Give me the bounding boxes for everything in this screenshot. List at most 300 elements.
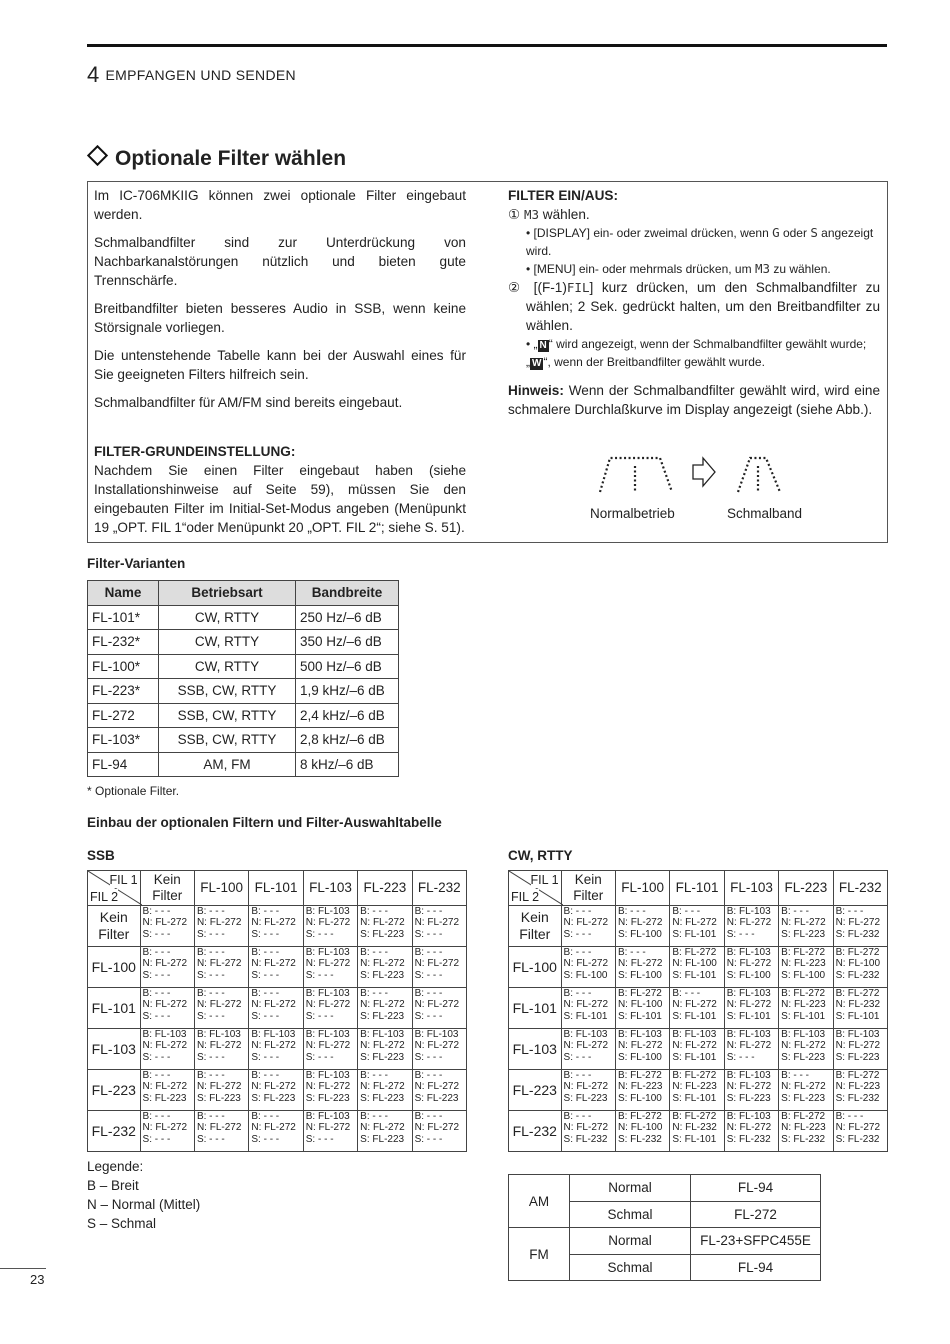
bullet-text: „ bbox=[526, 355, 530, 369]
cell-line: S: - - - bbox=[196, 1010, 225, 1022]
cell-line: S: FL-223 bbox=[726, 1092, 771, 1104]
cell-line: B: - - - bbox=[672, 988, 701, 999]
header-row bbox=[88, 871, 467, 906]
cell-line: S: FL-101 bbox=[617, 1010, 662, 1022]
cell-name: FL-272 bbox=[88, 703, 159, 728]
cell-line: S: - - - bbox=[305, 1133, 334, 1145]
selection-cell bbox=[670, 906, 724, 947]
grund-text: Nachdem Sie einen Filter eingebaut haben (siehe Installationshinweise auf Seite 59), müssen Sie den eingebauten Filter im Initial-Set-Modus angeben (Menüpunkt 19 „OPT. FIL 1“oder Menüpunkt 20 „OPT. FIL 2“; siehe S. 51). bbox=[94, 463, 466, 535]
cell-line: N: FL-272 bbox=[196, 1040, 242, 1052]
row-header: FL-101 bbox=[509, 988, 562, 1029]
cell-line: S: - - - bbox=[142, 1010, 171, 1022]
col-header: FL-103 bbox=[303, 871, 357, 906]
cell-line: N: FL-272 bbox=[251, 999, 296, 1011]
cell-line: N: FL-272 bbox=[563, 1122, 609, 1134]
filter-variants-table bbox=[87, 580, 399, 777]
cell-line: S: FL-223 bbox=[835, 1051, 880, 1063]
cell-line: B: - - - bbox=[360, 906, 388, 917]
selection-cell bbox=[303, 906, 357, 947]
cell-line: S: FL-223 bbox=[196, 1092, 241, 1104]
cell-line: B: - - - bbox=[414, 1111, 443, 1122]
cell-line: N: FL-272 bbox=[251, 917, 296, 929]
cell-line: B: FL-103 bbox=[196, 1029, 241, 1040]
cell-line: N: FL-272 bbox=[726, 1040, 772, 1052]
table-row bbox=[509, 1175, 821, 1202]
table-row bbox=[88, 654, 399, 679]
selection-cell bbox=[358, 1111, 412, 1152]
cw-title: CW, RTTY bbox=[508, 848, 573, 863]
cell-line: B: - - - bbox=[142, 1070, 171, 1081]
cell-line: S: - - - bbox=[251, 1051, 280, 1063]
cell-line: N: FL-272 bbox=[563, 999, 609, 1011]
legend-item: B – Breit bbox=[87, 1178, 139, 1193]
selection-cell bbox=[194, 1070, 248, 1111]
selection-cell bbox=[779, 1070, 833, 1111]
wide-indicator-icon: W bbox=[532, 358, 542, 369]
cell-line: N: FL-272 bbox=[142, 958, 188, 970]
cell-line: B: - - - bbox=[360, 1111, 388, 1122]
selection-cell bbox=[615, 906, 669, 947]
cell-line: S: FL-100 bbox=[617, 928, 662, 940]
lcd-text: S bbox=[810, 225, 818, 240]
cell-line: S: FL-223 bbox=[305, 1092, 350, 1104]
step-text: ] kurz drücken, um den Schmalbandfilter zu wählen; 2 Sek. gedrückt halten, um den Breitbandfilter zu wählen. bbox=[526, 280, 880, 333]
cell-line: B: FL-272 bbox=[672, 1111, 717, 1122]
selection-cell bbox=[615, 988, 669, 1029]
row-header: Kein Filter bbox=[509, 906, 562, 947]
cell-line: N: FL-272 bbox=[726, 1081, 772, 1093]
mode-am: AM bbox=[509, 1175, 570, 1228]
cell-type: Normal bbox=[570, 1175, 691, 1202]
table-row bbox=[509, 906, 888, 947]
cell-line: N: FL-272 bbox=[617, 917, 663, 929]
cell-line: B: FL-103 bbox=[305, 906, 350, 917]
row-header: FL-101 bbox=[88, 988, 141, 1029]
selection-cell bbox=[194, 1029, 248, 1070]
col-header: FL-103 bbox=[724, 871, 778, 906]
selection-cell bbox=[724, 906, 778, 947]
selection-cell bbox=[615, 1029, 669, 1070]
cell-line: B: - - - bbox=[196, 988, 225, 999]
cell-line: N: FL-272 bbox=[305, 917, 351, 929]
chapter-number: 4 bbox=[87, 62, 100, 87]
cell-line: S: - - - bbox=[142, 1051, 171, 1063]
ssb-selection-table-container bbox=[87, 870, 467, 1152]
row-header: FL-103 bbox=[88, 1029, 141, 1070]
cell-line: S: FL-101 bbox=[781, 1010, 826, 1022]
filter-variants-caption: Filter-Varianten bbox=[87, 556, 186, 571]
cell-line: N: FL-272 bbox=[781, 1081, 826, 1093]
col-header: FL-223 bbox=[779, 871, 833, 906]
step-text: [(F-1) bbox=[533, 280, 567, 295]
table-row bbox=[88, 679, 399, 704]
cell-line: N: FL-272 bbox=[142, 1122, 188, 1134]
bullet-text: zu wählen. bbox=[770, 262, 831, 276]
legend-item: S – Schmal bbox=[87, 1216, 157, 1231]
cell-line: B: - - - bbox=[196, 947, 225, 958]
selection-cell bbox=[779, 988, 833, 1029]
cell-line: N: FL-223 bbox=[781, 958, 826, 970]
cell-line: S: FL-223 bbox=[563, 1092, 608, 1104]
cell-line: N: FL-223 bbox=[781, 999, 826, 1011]
col-header: FL-100 bbox=[615, 871, 669, 906]
cell-line: S: FL-100 bbox=[563, 969, 608, 981]
cell-line: S: FL-232 bbox=[835, 1092, 880, 1104]
table-row bbox=[88, 605, 399, 630]
cell-line: N: FL-272 bbox=[196, 917, 242, 929]
selection-cell bbox=[140, 1070, 194, 1111]
selection-cell bbox=[358, 988, 412, 1029]
table-row bbox=[88, 1070, 467, 1111]
table-row bbox=[509, 1111, 888, 1152]
cell-line: B: - - - bbox=[251, 988, 280, 999]
table-row bbox=[88, 1111, 467, 1152]
row-header: FL-103 bbox=[509, 1029, 562, 1070]
cell-line: S: FL-101 bbox=[672, 928, 717, 940]
selection-cell bbox=[615, 947, 669, 988]
cell-line: B: FL-272 bbox=[835, 1070, 880, 1081]
selection-cell bbox=[140, 1029, 194, 1070]
selection-cell bbox=[303, 1111, 357, 1152]
cell-line: B: - - - bbox=[360, 988, 388, 999]
col-header: Bandbreite bbox=[296, 581, 399, 606]
cell-line: B: FL-272 bbox=[781, 1111, 826, 1122]
selection-cell bbox=[561, 1111, 615, 1152]
cell-filter: FL-94 bbox=[691, 1254, 821, 1281]
cell-line: B: FL-103 bbox=[726, 1070, 771, 1081]
cell-line: N: FL-272 bbox=[672, 1040, 717, 1052]
cell-line: S: - - - bbox=[305, 969, 334, 981]
bullet-text: • „ bbox=[526, 337, 538, 351]
mode-fm: FM bbox=[509, 1228, 570, 1281]
selection-cell bbox=[670, 1111, 724, 1152]
header-rule bbox=[87, 44, 887, 47]
selection-cell bbox=[670, 947, 724, 988]
selection-cell bbox=[140, 1111, 194, 1152]
row-header: FL-232 bbox=[509, 1111, 562, 1152]
col-header: FL-232 bbox=[412, 871, 466, 906]
selection-cell bbox=[194, 988, 248, 1029]
selection-cell bbox=[724, 947, 778, 988]
bullet bbox=[508, 260, 880, 278]
selection-cell bbox=[561, 988, 615, 1029]
col-header: FL-232 bbox=[833, 871, 887, 906]
cell-line: N: FL-272 bbox=[726, 999, 772, 1011]
selection-cell bbox=[833, 1111, 887, 1152]
step-text: wählen. bbox=[539, 207, 590, 222]
cell-line: N: FL-272 bbox=[360, 1040, 405, 1052]
section-title-text: Optionale Filter wählen bbox=[115, 147, 347, 170]
cell-line: N: FL-272 bbox=[360, 999, 405, 1011]
selection-cell bbox=[670, 1070, 724, 1111]
selection-cell bbox=[833, 906, 887, 947]
cell-line: B: FL-103 bbox=[726, 1111, 771, 1122]
cell-line: N: FL-272 bbox=[142, 1040, 188, 1052]
cell-line: B: FL-103 bbox=[563, 1029, 608, 1040]
cell-mode: SSB, CW, RTTY bbox=[159, 703, 296, 728]
selection-cell bbox=[194, 1111, 248, 1152]
legend-item: N – Normal (Mittel) bbox=[87, 1197, 201, 1212]
cell-line: S: FL-101 bbox=[726, 1010, 771, 1022]
corner-cell bbox=[88, 871, 141, 906]
selection-cell bbox=[412, 1070, 466, 1111]
cell-line: N: FL-272 bbox=[563, 1081, 609, 1093]
bullet-text: angezeigt wird. bbox=[526, 226, 874, 258]
cell-line: S: - - - bbox=[251, 928, 280, 940]
section-title bbox=[87, 147, 346, 171]
cell-line: S: FL-101 bbox=[672, 1010, 717, 1022]
cell-line: S: - - - bbox=[414, 928, 443, 940]
cell-line: N: FL-272 bbox=[251, 1081, 296, 1093]
row-header: FL-223 bbox=[88, 1070, 141, 1111]
table-row bbox=[88, 906, 467, 947]
filter-onoff-heading: FILTER EIN/AUS: bbox=[508, 188, 619, 203]
cell-line: B: - - - bbox=[251, 947, 280, 958]
table-row bbox=[509, 988, 888, 1029]
paragraph: Schmalbandfilter für AM/FM sind bereits eingebaut. bbox=[94, 395, 403, 410]
cell-line: B: - - - bbox=[251, 1111, 280, 1122]
table-row bbox=[509, 947, 888, 988]
cell-line: N: FL-272 bbox=[251, 958, 296, 970]
cell-line: B: FL-103 bbox=[305, 947, 350, 958]
cell-line: B: FL-103 bbox=[414, 1029, 459, 1040]
cell-type: Normal bbox=[570, 1228, 691, 1255]
cell-line: S: - - - bbox=[414, 1010, 443, 1022]
legend bbox=[87, 1157, 200, 1233]
corner-fil1: FIL 1 bbox=[530, 873, 559, 887]
cell-line: B: FL-103 bbox=[142, 1029, 187, 1040]
cell-line: S: FL-223 bbox=[360, 1010, 405, 1022]
cell-filter: FL-94 bbox=[691, 1175, 821, 1202]
cell-line: B: FL-103 bbox=[726, 906, 771, 917]
hinweis bbox=[508, 381, 880, 419]
cell-name: FL-94 bbox=[88, 752, 159, 777]
cell-line: N: FL-272 bbox=[360, 917, 405, 929]
cell-bandwidth: 250 Hz/–6 dB bbox=[296, 605, 399, 630]
cell-line: B: - - - bbox=[414, 988, 443, 999]
selection-cell bbox=[833, 1029, 887, 1070]
corner-fil2: FIL 2 bbox=[511, 890, 540, 904]
cell-line: N: FL-272 bbox=[726, 958, 772, 970]
footnote: * Optionale Filter. bbox=[87, 784, 180, 798]
cell-line: S: FL-223 bbox=[781, 928, 826, 940]
selection-cell bbox=[779, 1111, 833, 1152]
cell-line: B: - - - bbox=[414, 947, 443, 958]
cell-line: B: FL-103 bbox=[305, 1111, 350, 1122]
row-header: FL-232 bbox=[88, 1111, 141, 1152]
cell-line: N: FL-272 bbox=[142, 917, 188, 929]
bullet bbox=[508, 224, 880, 260]
cell-line: B: FL-272 bbox=[672, 1070, 717, 1081]
cell-line: S: FL-101 bbox=[672, 1092, 717, 1104]
grund-heading: FILTER-GRUNDEINSTELLUNG: bbox=[94, 444, 296, 459]
table-row bbox=[88, 1029, 467, 1070]
cell-line: B: - - - bbox=[142, 906, 171, 917]
cell-line: B: FL-103 bbox=[305, 1070, 350, 1081]
cell-line: N: FL-272 bbox=[781, 1040, 826, 1052]
bullet-text: • [MENU] ein- oder mehrmals drücken, um bbox=[526, 262, 755, 276]
cell-line: B: - - - bbox=[563, 1111, 592, 1122]
cw-selection-table bbox=[508, 870, 888, 1152]
cell-line: B: - - - bbox=[142, 947, 171, 958]
cell-line: B: FL-103 bbox=[726, 947, 771, 958]
cell-line: B: FL-103 bbox=[726, 988, 771, 999]
cell-line: N: FL-272 bbox=[305, 958, 351, 970]
corner-fil2: FIL 2 bbox=[90, 890, 119, 904]
lcd-text: G bbox=[772, 225, 780, 240]
cell-line: B: - - - bbox=[781, 1070, 809, 1081]
lcd-text: M3 bbox=[754, 261, 770, 276]
selection-cell bbox=[412, 947, 466, 988]
cell-line: N: FL-232 bbox=[672, 1122, 717, 1134]
selection-cell bbox=[670, 1029, 724, 1070]
cell-line: B: FL-272 bbox=[672, 947, 717, 958]
cell-line: N: FL-272 bbox=[414, 1122, 460, 1134]
selection-cell bbox=[249, 1029, 303, 1070]
selection-cell bbox=[561, 906, 615, 947]
diagram-label-schmal: Schmalband bbox=[727, 506, 803, 521]
cell-line: B: - - - bbox=[563, 906, 592, 917]
selection-cell bbox=[358, 906, 412, 947]
selection-cell bbox=[140, 947, 194, 988]
step-marker: ① bbox=[508, 207, 521, 222]
cell-line: S: - - - bbox=[251, 969, 280, 981]
cell-line: N: FL-272 bbox=[414, 917, 460, 929]
selection-cell bbox=[833, 988, 887, 1029]
selection-cell bbox=[724, 1070, 778, 1111]
selection-cell bbox=[724, 1029, 778, 1070]
cell-line: B: FL-272 bbox=[835, 947, 880, 958]
cell-line: S: FL-232 bbox=[835, 1133, 880, 1145]
cell-line: N: FL-272 bbox=[196, 999, 242, 1011]
cell-line: S: - - - bbox=[305, 1051, 334, 1063]
cell-line: S: FL-101 bbox=[835, 1010, 880, 1022]
cell-line: S: FL-100 bbox=[781, 969, 826, 981]
cell-line: N: FL-272 bbox=[360, 958, 405, 970]
cell-line: N: FL-272 bbox=[563, 1040, 609, 1052]
cell-line: S: - - - bbox=[196, 928, 225, 940]
cell-line: S: - - - bbox=[726, 1051, 755, 1063]
selection-cell bbox=[779, 906, 833, 947]
cell-line: B: FL-272 bbox=[617, 1070, 662, 1081]
cell-line: S: - - - bbox=[726, 928, 755, 940]
cell-line: S: FL-100 bbox=[617, 969, 662, 981]
bullet-text: “ wird angezeigt, wenn der Schmalbandfilter gewählt wurde; bbox=[548, 337, 867, 351]
cell-line: N: FL-272 bbox=[305, 1122, 351, 1134]
selection-cell bbox=[561, 1070, 615, 1111]
cell-line: B: FL-103 bbox=[672, 1029, 717, 1040]
corner-fil1: FIL 1 bbox=[109, 873, 138, 887]
cell-line: S: - - - bbox=[196, 969, 225, 981]
normal-passband-icon bbox=[600, 458, 672, 492]
legend-title: Legende: bbox=[87, 1159, 144, 1174]
cell-bandwidth: 2,8 kHz/–6 dB bbox=[296, 728, 399, 753]
table-row bbox=[88, 703, 399, 728]
col-header: FL-101 bbox=[249, 871, 303, 906]
ssb-title: SSB bbox=[87, 848, 115, 863]
cell-line: S: - - - bbox=[196, 1051, 225, 1063]
cell-line: N: FL-223 bbox=[617, 1081, 663, 1093]
selection-cell bbox=[249, 1111, 303, 1152]
cell-line: N: FL-272 bbox=[360, 1081, 405, 1093]
cell-bandwidth: 1,9 kHz/–6 dB bbox=[296, 679, 399, 704]
cell-line: B: FL-103 bbox=[781, 1029, 826, 1040]
cell-line: N: FL-272 bbox=[196, 958, 242, 970]
cell-line: B: - - - bbox=[563, 1070, 592, 1081]
cell-line: B: - - - bbox=[781, 906, 809, 917]
selection-cell bbox=[194, 906, 248, 947]
cell-type: Schmal bbox=[570, 1254, 691, 1281]
cell-line: N: FL-272 bbox=[196, 1122, 242, 1134]
selection-cell bbox=[358, 1070, 412, 1111]
selection-cell bbox=[140, 988, 194, 1029]
cell-name: FL-232* bbox=[88, 630, 159, 655]
cell-line: S: FL-223 bbox=[360, 1051, 405, 1063]
cell-line: N: FL-272 bbox=[672, 917, 717, 929]
cell-line: N: FL-272 bbox=[142, 1081, 188, 1093]
cell-line: B: - - - bbox=[617, 947, 646, 958]
paragraph: Breitbandfilter bieten besseres Audio in SSB, wenn keine Störsignale vorliegen. bbox=[94, 301, 466, 335]
step-1 bbox=[508, 205, 880, 224]
bullet bbox=[508, 353, 880, 371]
cell-line: S: FL-223 bbox=[251, 1092, 296, 1104]
cell-line: N: FL-272 bbox=[196, 1081, 242, 1093]
cell-line: N: FL-100 bbox=[672, 958, 717, 970]
ssb-selection-table bbox=[87, 870, 467, 1152]
selection-cell bbox=[412, 1111, 466, 1152]
cell-mode: SSB, CW, RTTY bbox=[159, 728, 296, 753]
cell-line: B: - - - bbox=[251, 1070, 280, 1081]
cell-line: S: FL-100 bbox=[617, 1051, 662, 1063]
cell-line: S: FL-232 bbox=[781, 1133, 826, 1145]
cell-line: B: FL-272 bbox=[781, 947, 826, 958]
cell-line: N: FL-100 bbox=[617, 999, 663, 1011]
cell-bandwidth: 8 kHz/–6 dB bbox=[296, 752, 399, 777]
cell-line: S: - - - bbox=[251, 1010, 280, 1022]
cell-line: N: FL-272 bbox=[563, 958, 609, 970]
selection-cell bbox=[724, 988, 778, 1029]
cell-line: N: FL-272 bbox=[251, 1122, 296, 1134]
page-number-rule bbox=[0, 1268, 46, 1269]
selection-cell bbox=[724, 1111, 778, 1152]
hinweis-text: Wenn der Schmalbandfilter gewählt wird, wird eine schmalere Durchlaßkurve im Display angezeigt (siehe Abb.). bbox=[508, 383, 880, 417]
cell-line: B: FL-103 bbox=[251, 1029, 296, 1040]
cell-mode: AM, FM bbox=[159, 752, 296, 777]
lcd-text: M3 bbox=[523, 207, 540, 222]
cell-line: B: FL-103 bbox=[360, 1029, 405, 1040]
cell-line: B: - - - bbox=[563, 947, 592, 958]
cell-filter: FL-272 bbox=[691, 1201, 821, 1228]
selection-cell bbox=[249, 1070, 303, 1111]
selection-cell bbox=[412, 1029, 466, 1070]
cell-line: N: FL-272 bbox=[672, 999, 717, 1011]
selection-cell bbox=[358, 947, 412, 988]
cell-line: S: FL-232 bbox=[835, 969, 880, 981]
cell-line: B: - - - bbox=[360, 1070, 388, 1081]
cell-bandwidth: 500 Hz/–6 dB bbox=[296, 654, 399, 679]
table-row bbox=[509, 1029, 888, 1070]
selection-cell bbox=[303, 1070, 357, 1111]
col-header: Kein Filter bbox=[561, 871, 615, 906]
step-2 bbox=[508, 278, 880, 335]
passband-diagram bbox=[590, 450, 810, 500]
col-header: Kein Filter bbox=[140, 871, 194, 906]
cell-line: B: - - - bbox=[251, 906, 280, 917]
cell-line: B: FL-103 bbox=[617, 1029, 662, 1040]
bullet-text: • [DISPLAY] ein- oder zweimal drücken, wenn bbox=[526, 226, 773, 240]
cell-line: S: FL-223 bbox=[360, 1092, 405, 1104]
page-number: 23 bbox=[30, 1272, 45, 1287]
